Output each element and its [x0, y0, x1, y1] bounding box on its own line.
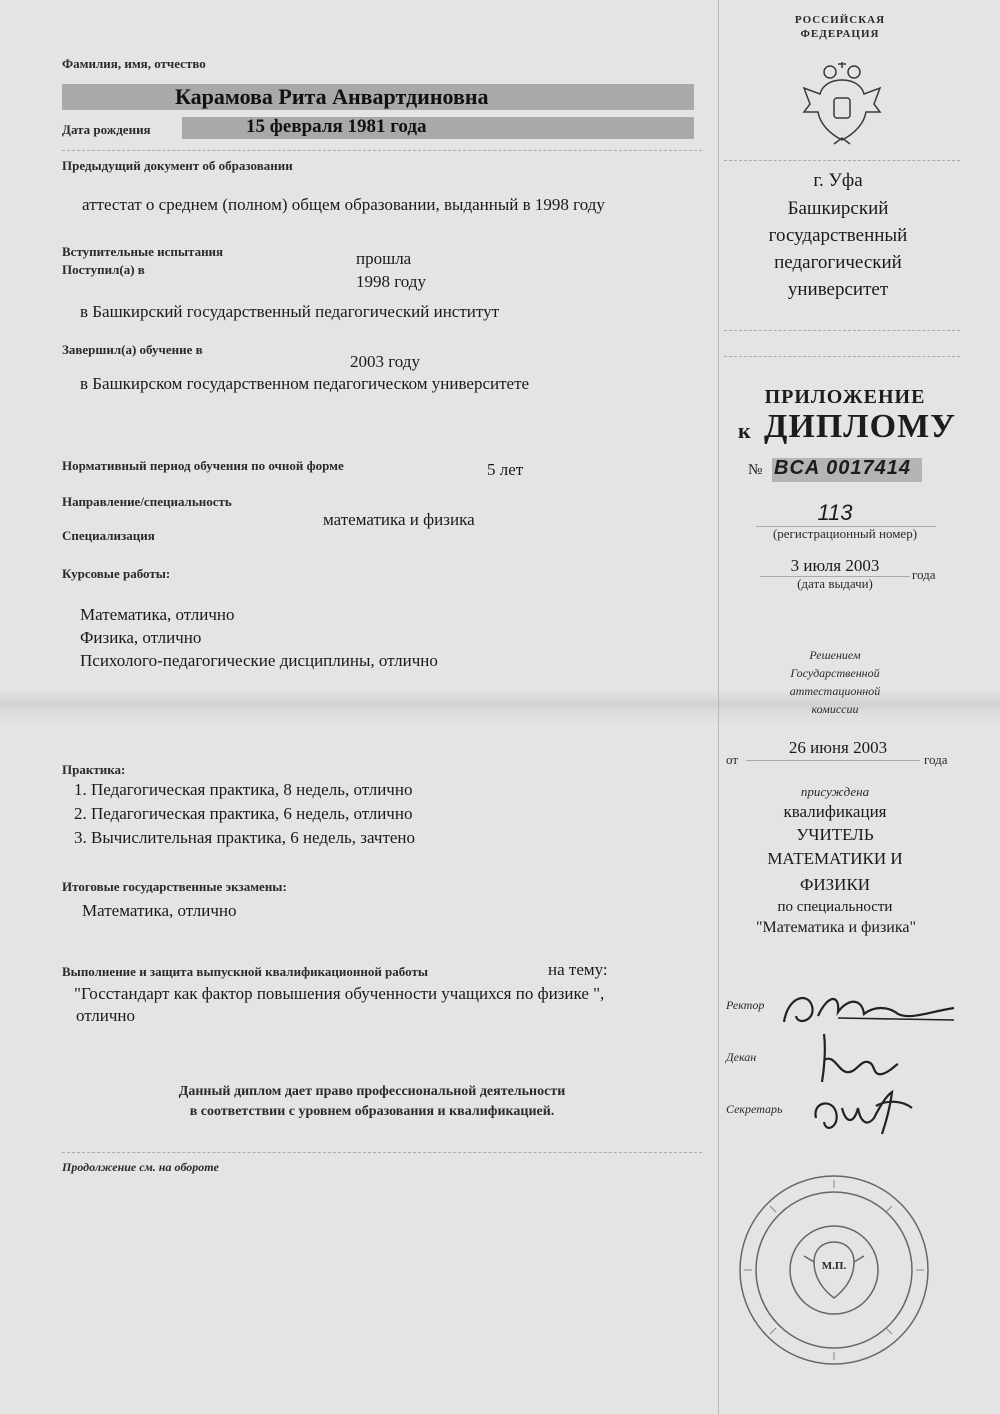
coat-of-arms-icon — [800, 60, 884, 150]
secretary-signature-icon — [806, 1088, 916, 1138]
thesis-label: Выполнение и защита выпускной квалификационной работы — [62, 964, 428, 979]
finished-institution: в Башкирском государственном педагогическом университете — [80, 374, 530, 393]
entrance-value: прошла — [356, 249, 412, 268]
admitted-year: 1998 году — [356, 272, 426, 291]
admitted-institution: в Башкирский государственный педагогический институт — [80, 302, 500, 321]
coursework-item: Физика, отлично — [80, 628, 202, 647]
from-word: от — [726, 752, 739, 767]
qualification-line: УЧИТЕЛЬ — [796, 825, 874, 844]
issue-year-word: года — [912, 567, 936, 582]
coursework-label: Курсовые работы: — [62, 566, 171, 581]
fio-value: Карамова Рита Анвартдиновна — [175, 84, 489, 109]
finished-year: 2003 году — [350, 352, 420, 371]
decision-line: Государственной — [790, 666, 880, 680]
specialty-label: Направление/специальность — [62, 494, 232, 509]
specialization-label: Специализация — [62, 528, 155, 543]
country-name: ФЕДЕРАЦИЯ — [800, 28, 880, 40]
qualification-line: ФИЗИКИ — [799, 875, 871, 894]
practice-label: Практика: — [62, 762, 126, 777]
by-specialty: по специальности — [777, 899, 893, 915]
specialty-quoted: "Математика и физика" — [756, 919, 916, 936]
rights-line: Данный диплом дает право профессиональной деятельности — [178, 1084, 566, 1099]
city: г. Уфа — [813, 170, 863, 191]
dean-signature-icon — [810, 1030, 900, 1086]
awarded: присуждена — [800, 784, 870, 799]
practice-item: 3. Вычислительная практика, 6 недель, зачтено — [74, 828, 416, 847]
country-name: РОССИЙСКАЯ — [794, 14, 886, 26]
issue-date-caption: (дата выдачи) — [797, 576, 873, 591]
issue-date: 3 июля 2003 — [790, 556, 880, 575]
practice-item: 2. Педагогическая практика, 6 недель, отлично — [74, 804, 413, 823]
rector-label: Ректор — [726, 998, 765, 1012]
to-diploma-k: к — [738, 418, 751, 443]
divider — [62, 1152, 702, 1153]
decision-year-word: года — [924, 752, 948, 767]
registration-number: 113 — [817, 500, 853, 525]
number-sign: № — [748, 462, 763, 478]
exams-value: Математика, отлично — [82, 901, 237, 920]
specialty-value: математика и физика — [323, 510, 475, 529]
dob-label: Дата рождения — [62, 122, 151, 137]
thesis-topic-label: на тему: — [548, 960, 608, 979]
prev-doc-label: Предыдущий документ об образовании — [62, 158, 293, 173]
rights-line: в соответствии с уровнем образования и квалификацией. — [189, 1104, 555, 1119]
coursework-item: Психолого-педагогические дисциплины, отлично — [80, 651, 438, 670]
period-value: 5 лет — [487, 460, 524, 479]
entrance-label: Вступительные испытания — [62, 244, 224, 259]
thesis-value: "Госстандарт как фактор повышения обученности учащихся по физике ", — [74, 984, 605, 1003]
practice-item: 1. Педагогическая практика, 8 недель, отлично — [74, 780, 413, 799]
secretary-label: Секретарь — [726, 1102, 783, 1116]
university-line: Башкирский — [787, 198, 889, 219]
registration-number-caption: (регистрационный номер) — [772, 526, 918, 541]
divider — [724, 160, 960, 161]
finished-label: Завершил(а) обучение в — [62, 342, 203, 357]
continued-note: Продолжение см. на обороте — [62, 1160, 219, 1174]
university-line: университет — [787, 279, 889, 300]
divider — [62, 150, 702, 151]
qualification-line: МАТЕМАТИКИ И — [767, 849, 903, 868]
diploma-title: ДИПЛОМУ — [764, 408, 957, 445]
exams-label: Итоговые государственные экзамены: — [62, 879, 287, 894]
qualification-word: квалификация — [783, 802, 887, 821]
dob-value: 15 февраля 1981 года — [246, 116, 427, 137]
seal-mp: М.П. — [821, 1260, 847, 1272]
appendix-title: ПРИЛОЖЕНИЕ — [764, 386, 926, 408]
divider — [724, 330, 960, 331]
period-label: Нормативный период обучения по очной форме — [62, 458, 344, 473]
decision-line: аттестационной — [789, 684, 881, 698]
divider — [724, 356, 960, 357]
divider — [746, 760, 920, 761]
admitted-label: Поступил(а) в — [62, 262, 145, 277]
decision-date: 26 июня 2003 — [788, 738, 888, 757]
university-line: государственный — [768, 225, 908, 246]
rector-signature-icon — [778, 986, 958, 1032]
fio-label: Фамилия, имя, отчество — [62, 56, 206, 71]
dean-label: Декан — [726, 1050, 757, 1064]
university-line: педагогический — [774, 252, 902, 273]
thesis-grade: отлично — [76, 1006, 136, 1025]
decision-line: комиссии — [811, 702, 859, 716]
coursework-item: Математика, отлично — [80, 605, 235, 624]
prev-doc-value: аттестат о среднем (полном) общем образовании, выданный в 1998 году — [82, 195, 605, 214]
decision-line: Решением — [809, 648, 861, 662]
diploma-number: BCA 0017414 — [774, 457, 912, 479]
